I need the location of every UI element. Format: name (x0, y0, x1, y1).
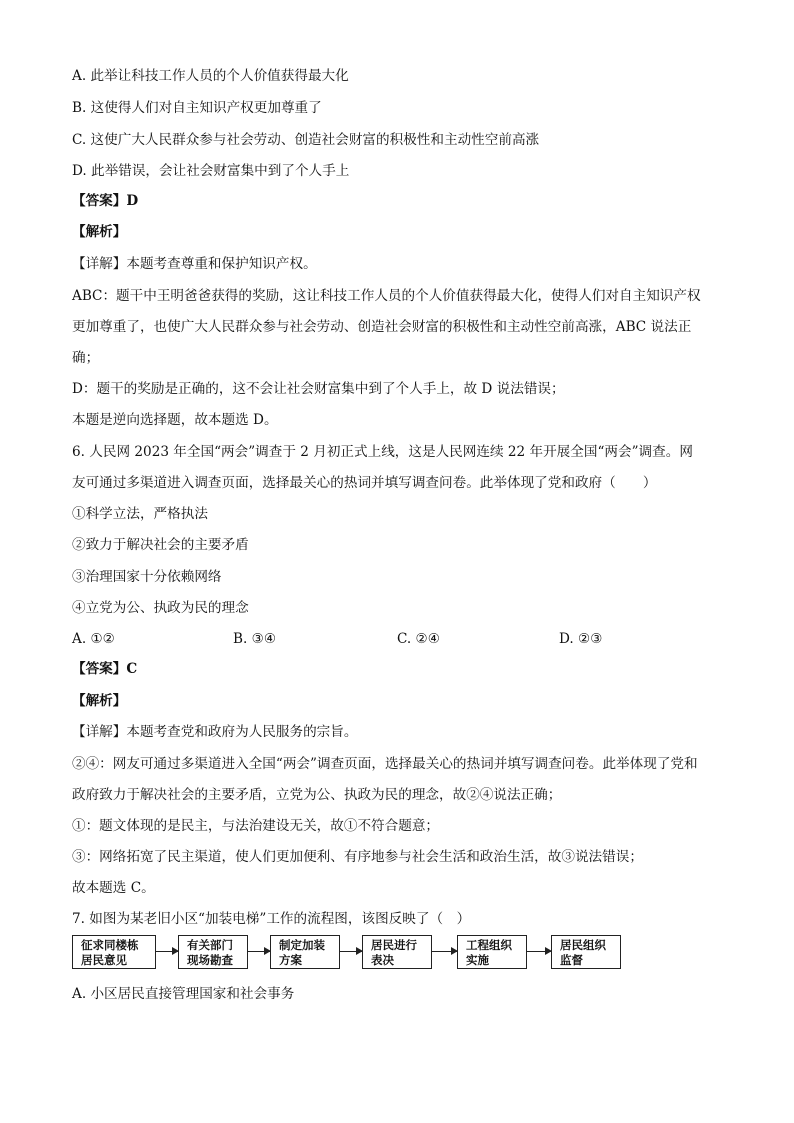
q6-item-4: ④立党为公、执政为民的理念 (72, 600, 249, 616)
q6-analysis-label: 【解析】 (72, 693, 127, 709)
q6-item-1: ①科学立法，严格执法 (72, 506, 208, 522)
q6-detail: 【详解】本题考查党和政府为人民服务的宗旨。 (72, 724, 358, 740)
q5-abc-line-3: 确； (72, 350, 100, 366)
flow-arrow-4 (432, 951, 457, 952)
flow-step-1-line-1: 征求同楼栋 (81, 938, 139, 952)
flow-step-5-line-2: 实施 (466, 953, 489, 967)
flow-step-5-line-1: 工程组织 (466, 938, 512, 952)
q6-option-d: D. ②③ (559, 631, 603, 647)
q7-option-a: A. 小区居民直接管理国家和社会事务 (72, 986, 295, 1002)
q6-analysis-24-line-2: 政府致力于解决社会的主要矛盾，立党为公、执政为民的理念，故②④说法正确； (72, 787, 562, 803)
flow-step-3-line-2: 方案 (279, 953, 302, 967)
flow-step-2 (178, 935, 248, 969)
q6-stem-line-1: 6. 人民网 2023 年全国“两会”调查于 2 月初正式上线，这是人民网连续 22 年开展全国“两会”调查。网 (72, 444, 693, 460)
flow-step-3 (270, 935, 340, 969)
flow-step-6-line-1: 居民组织 (560, 938, 606, 952)
flow-step-2-line-1: 有关部门 (187, 938, 233, 952)
flowchart (72, 935, 632, 973)
q6-item-2: ②致力于解决社会的主要矛盾 (72, 537, 249, 553)
q5-conclusion: 本题是逆向选择题，故本题选 D。 (72, 412, 278, 428)
q5-abc-line-2: 更加尊重了，也使广大人民群众参与社会劳动、创造社会财富的积极性和主动性空前高涨，ABC 说法正 (72, 319, 692, 335)
flow-step-4-line-1: 居民进行 (371, 938, 417, 952)
q6-conclusion: 故本题选 C。 (72, 880, 155, 896)
flow-arrow-3 (340, 951, 362, 952)
q5-analysis-label: 【解析】 (72, 224, 127, 240)
flow-step-1 (72, 935, 156, 969)
q6-item-3: ③治理国家十分依赖网络 (72, 569, 222, 585)
flow-step-5 (457, 935, 527, 969)
flow-step-2-line-2: 现场勘查 (187, 953, 233, 967)
flow-arrow-2 (248, 951, 270, 952)
q6-option-a: A. ①② (72, 631, 115, 647)
flow-arrow-5 (527, 951, 551, 952)
q5-option-a: A. 此举让科技工作人员的个人价值获得最大化 (72, 68, 349, 84)
q5-detail: 【详解】本题考查尊重和保护知识产权。 (72, 256, 317, 272)
q7-stem: 7. 如图为某老旧小区“加装电梯”工作的流程图，该图反映了（ ） (72, 911, 471, 927)
flow-step-4-line-2: 表决 (371, 953, 394, 967)
q6-option-c: C. ②④ (397, 631, 440, 647)
q5-option-b: B. 这使得人们对自主知识产权更加尊重了 (72, 100, 322, 116)
q6-option-b: B. ③④ (233, 631, 277, 647)
q5-abc-line-1: ABC：题干中王明爸爸获得的奖励，这让科技工作人员的个人价值获得最大化，使得人们对自主知识产权 (72, 288, 701, 304)
q5-answer: 【答案】D (72, 193, 139, 209)
flow-step-3-line-1: 制定加装 (279, 938, 325, 952)
q5-option-c: C. 这使广大人民群众参与社会劳动、创造社会财富的积极性和主动性空前高涨 (72, 132, 540, 148)
q6-analysis-24-line-1: ②④：网友可通过多渠道进入全国“两会”调查页面，选择最关心的热词并填写调查问卷。此举体现了党和 (72, 756, 698, 772)
flow-step-4 (362, 935, 432, 969)
q5-d-analysis: D：题干的奖励是正确的，这不会让社会财富集中到了个人手上，故 D 说法错误； (72, 381, 565, 397)
q6-answer: 【答案】C (72, 661, 138, 677)
q5-option-d: D. 此举错误，会让社会财富集中到了个人手上 (72, 163, 350, 179)
q6-analysis-1: ①：题文体现的是民主，与法治建设无关，故①不符合题意； (72, 818, 440, 834)
flow-step-1-line-2: 居民意见 (81, 953, 127, 967)
q6-analysis-3: ③：网络拓宽了民主渠道，使人们更加便利、有序地参与社会生活和政治生活，故③说法错误； (72, 849, 643, 865)
flow-step-6-line-2: 监督 (560, 953, 583, 967)
q6-stem-line-2: 友可通过多渠道进入调查页面，选择最关心的热词并填写调查问卷。此举体现了党和政府（ ） (72, 475, 657, 491)
flow-arrow-1 (156, 951, 178, 952)
flow-step-6 (551, 935, 621, 969)
